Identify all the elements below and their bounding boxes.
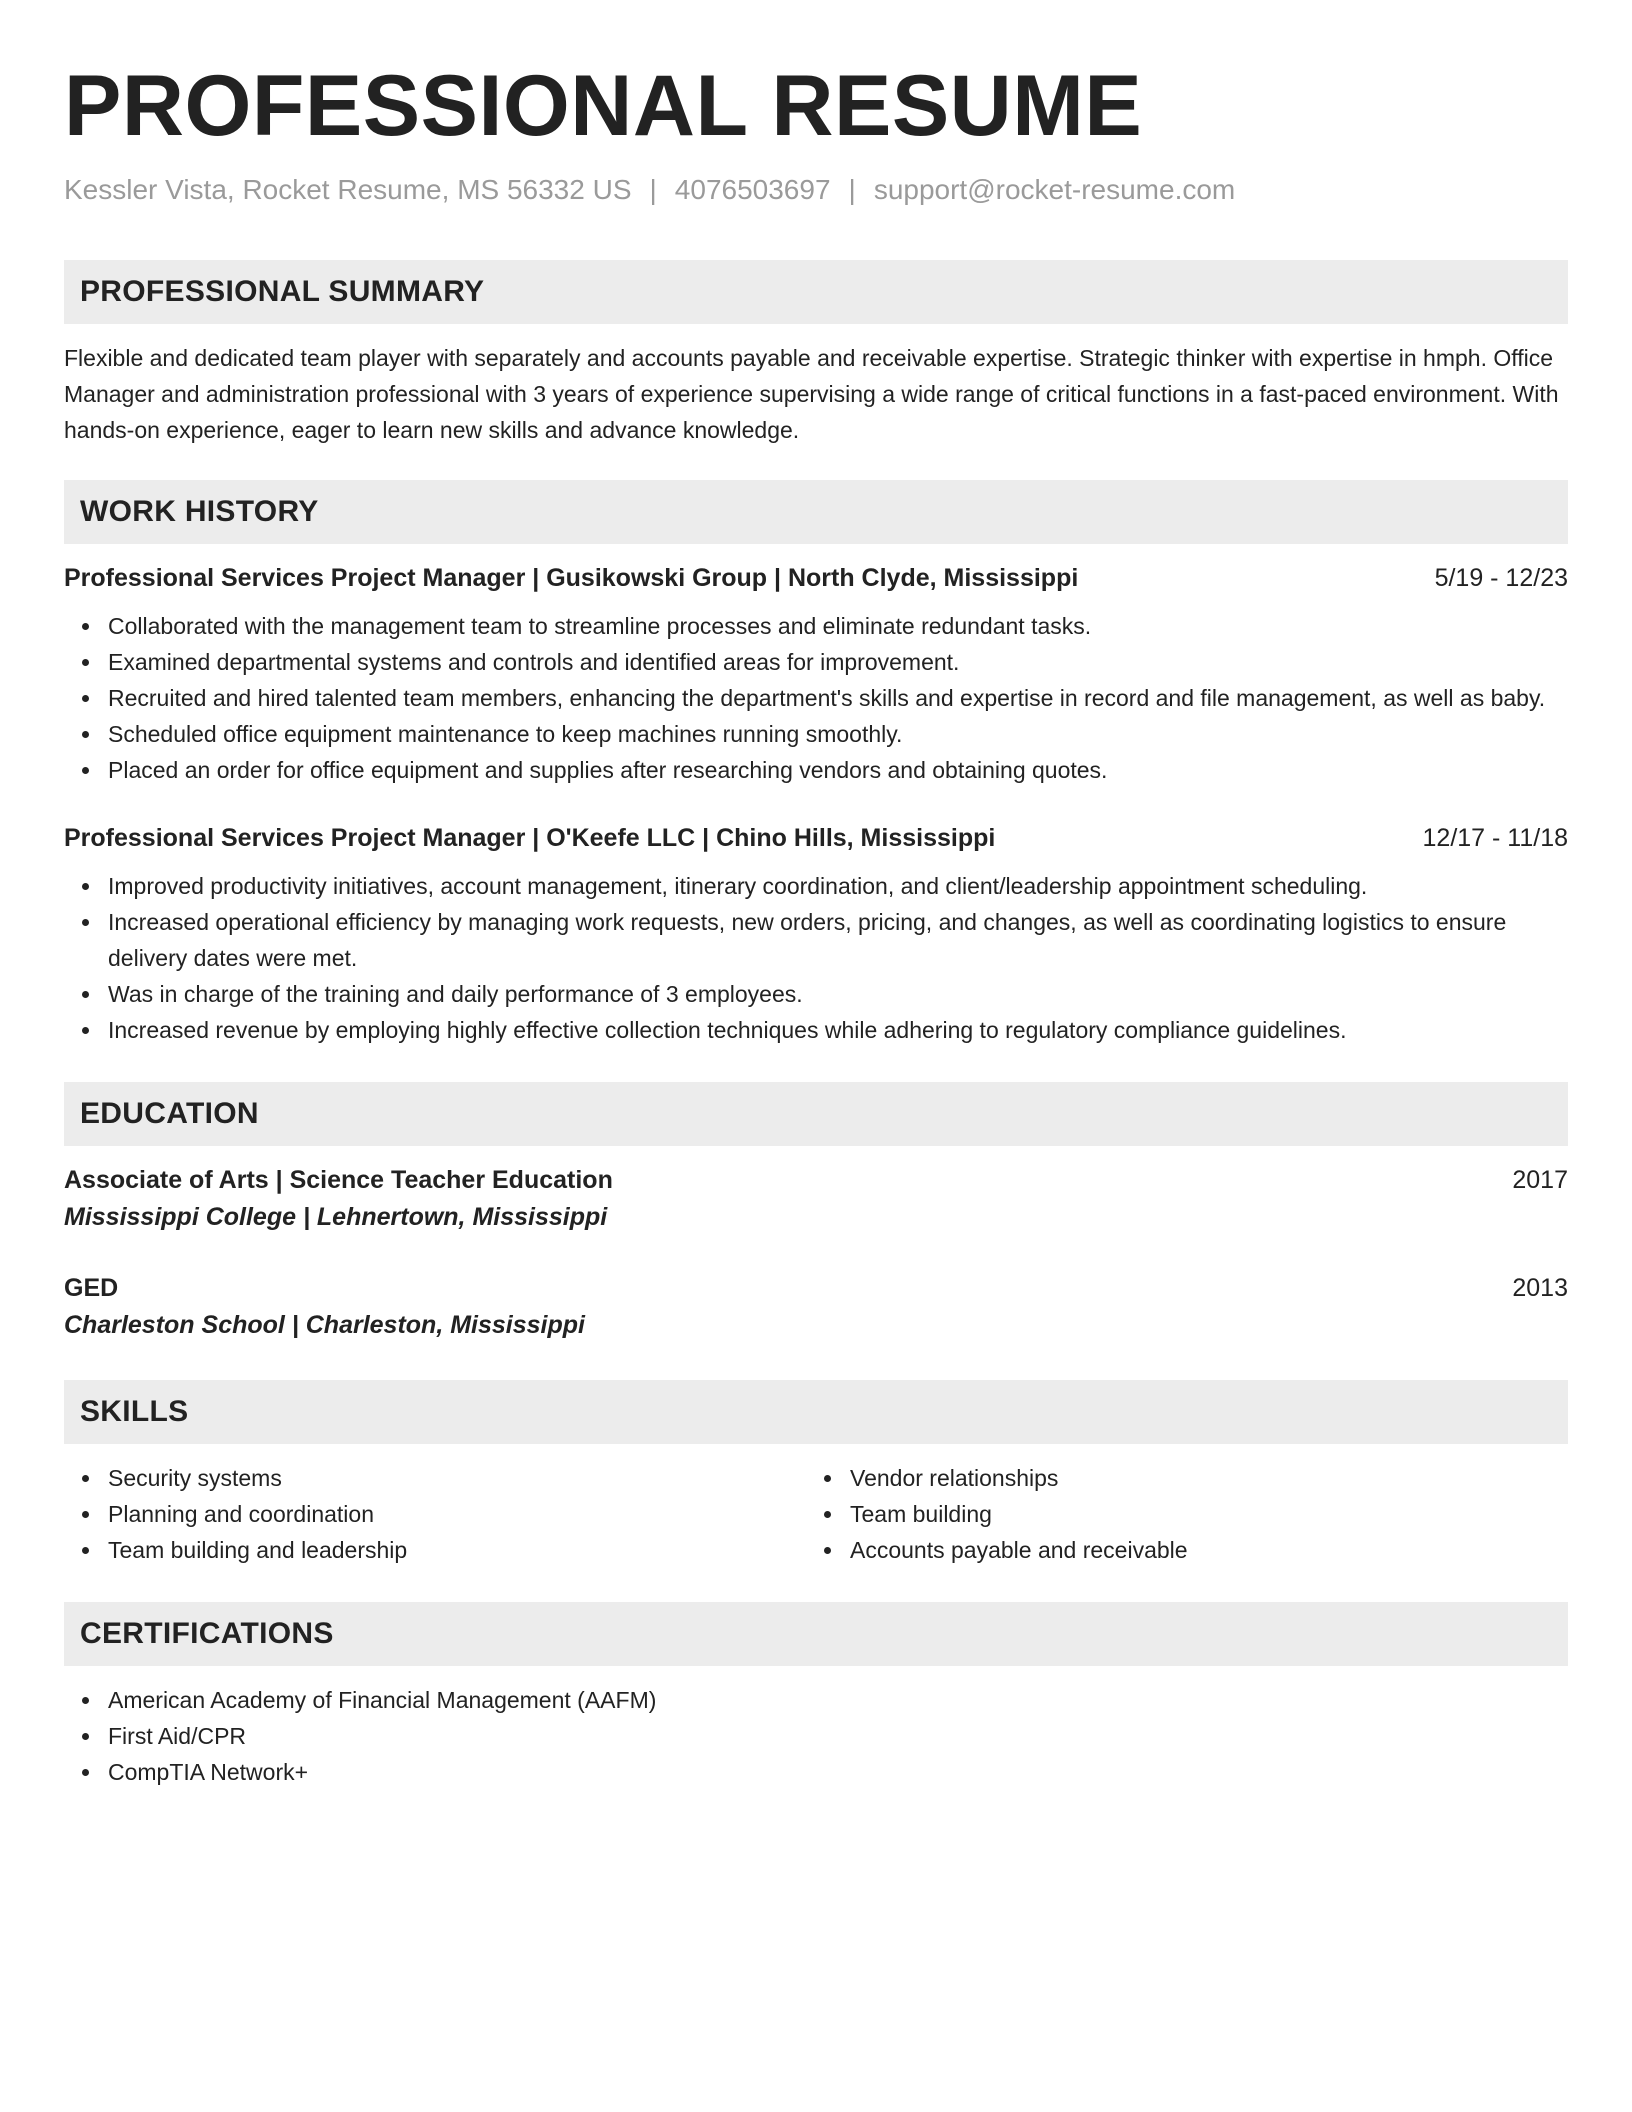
list-item: Improved productivity initiatives, account management, itinerary coordination, and client/leadership appointment scheduling. [64, 868, 1568, 904]
contact-separator: | [848, 174, 856, 205]
certifications-heading: CERTIFICATIONS [64, 1602, 1568, 1666]
list-item: Planning and coordination [64, 1496, 806, 1532]
education-section [64, 1082, 1568, 1344]
job-bullets [64, 608, 1568, 788]
job-dates: 12/17 - 11/18 [1422, 824, 1568, 852]
certifications-section [64, 1602, 1568, 1790]
education-year: 2013 [1512, 1274, 1568, 1302]
list-item: First Aid/CPR [64, 1718, 1568, 1754]
job-title: Professional Services Project Manager | Gusikowski Group | North Clyde, Mississippi [64, 564, 1079, 592]
skills-heading: SKILLS [64, 1380, 1568, 1444]
resume-page [64, 0, 1568, 1790]
contact-separator: | [649, 174, 657, 205]
education-degree: Associate of Arts | Science Teacher Education [64, 1166, 613, 1194]
summary-section [64, 260, 1568, 448]
education-entry [64, 1162, 1568, 1236]
job-header [64, 820, 1568, 856]
skills-grid [64, 1460, 1568, 1568]
education-school: Charleston School | Charleston, Mississippi [64, 1311, 585, 1339]
contact-email: support@rocket-resume.com [873, 174, 1236, 205]
list-item: Vendor relationships [806, 1460, 1548, 1496]
list-item: Accounts payable and receivable [806, 1532, 1548, 1568]
list-item: Security systems [64, 1460, 806, 1496]
work-heading: WORK HISTORY [64, 480, 1568, 544]
education-year: 2017 [1512, 1166, 1568, 1194]
list-item: Was in charge of the training and daily performance of 3 employees. [64, 976, 1568, 1012]
list-item: Collaborated with the management team to streamline processes and eliminate redundant tasks. [64, 608, 1568, 644]
education-entry [64, 1270, 1568, 1344]
education-heading: EDUCATION [64, 1082, 1568, 1146]
list-item: Recruited and hired talented team members, enhancing the department's skills and expertise in record and file management, as well as baby. [64, 680, 1568, 716]
list-item: Scheduled office equipment maintenance to keep machines running smoothly. [64, 716, 1568, 752]
list-item: American Academy of Financial Management (AAFM) [64, 1682, 1568, 1718]
list-item: Placed an order for office equipment and supplies after researching vendors and obtaining quotes. [64, 752, 1568, 788]
job-entry [64, 560, 1568, 788]
education-school: Mississippi College | Lehnertown, Mississippi [64, 1203, 608, 1231]
resume-name: PROFESSIONAL RESUME [64, 58, 1143, 154]
job-entry [64, 820, 1568, 1048]
list-item: Examined departmental systems and controls and identified areas for improvement. [64, 644, 1568, 680]
summary-heading: PROFESSIONAL SUMMARY [64, 260, 1568, 324]
job-title: Professional Services Project Manager | O'Keefe LLC | Chino Hills, Mississippi [64, 824, 996, 852]
education-degree: GED [64, 1274, 119, 1302]
list-item: Team building and leadership [64, 1532, 806, 1568]
job-bullets [64, 868, 1568, 1048]
certifications-list [64, 1682, 1568, 1790]
summary-text: Flexible and dedicated team player with separately and accounts payable and receivable expertise. Strategic thinker with expertise in hmph. Office Manager and administration professional with 3 years of experience supervising a wide range of critical functions in a fast-paced environment. With hands-on experience, eager to learn new skills and advance knowledge. [64, 345, 1559, 443]
skills-column-left [64, 1460, 806, 1568]
list-item: Increased operational efficiency by managing work requests, new orders, pricing, and changes, as well as coordinating logistics to ensure delivery dates were met. [64, 904, 1568, 976]
education-header [64, 1270, 1568, 1306]
contact-address: Kessler Vista, Rocket Resume, MS 56332 US [64, 174, 632, 205]
job-header [64, 560, 1568, 596]
education-header [64, 1162, 1568, 1198]
contact-line [64, 172, 1568, 208]
job-dates: 5/19 - 12/23 [1434, 564, 1568, 592]
work-section [64, 480, 1568, 1048]
skills-section [64, 1380, 1568, 1568]
list-item: CompTIA Network+ [64, 1754, 1568, 1790]
skills-column-right [806, 1460, 1548, 1568]
contact-phone: 4076503697 [674, 174, 831, 205]
list-item: Team building [806, 1496, 1548, 1532]
list-item: Increased revenue by employing highly effective collection techniques while adhering to regulatory compliance guidelines. [64, 1012, 1568, 1048]
